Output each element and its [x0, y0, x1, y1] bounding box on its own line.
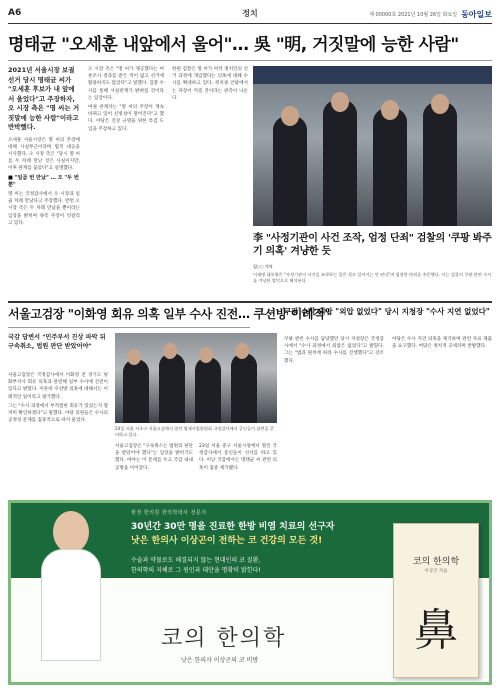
ad-kicker: 현정 한의원 한의학박사 전문의 [131, 510, 207, 516]
story4-headline: 쿠팡 수사 외압 "외압 없었다" 당시 지청장 "수사 지연 없었다" [284, 307, 490, 316]
photo-figure [123, 359, 149, 423]
ad-subtext-2: 한의학의 지혜로 그 원인과 대안을 명확히 밝힌다! [131, 567, 261, 574]
page-number: A6 [8, 8, 22, 18]
author-head [53, 511, 89, 553]
ad-book-byline: 낫은 한의사 이상곤의 코 비방 [181, 657, 259, 664]
story3-lead: 국감 답변서 "민주부서 진상 파악 뒤 구속취소, 법원 판단 받았어야" [8, 334, 106, 350]
story2-body [253, 272, 492, 298]
photo-figure-head [127, 349, 141, 365]
story1-headline: 명태균 "오세훈 내앞에서 울어"… 吳 "明, 거짓말에 능한 사람" [8, 35, 459, 55]
story3-column-2 [115, 443, 193, 495]
story3-photo-caption: 24일 서울 서초구 서울고검에서 열린 법제사법위원회 국정감사에서 증인들이 답변을 준비하고 있다. [115, 426, 274, 437]
story1-column-3 [172, 66, 248, 294]
story1-lead: 2021년 서울시장 보궐선거 당시 명태균 씨가 "오세훈 후보가 내 앞에서 울었다"고 주장하자, 오 시장 측은 "명 씨는 거짓말에 능한 사람"이라고 반박했다. [8, 66, 80, 131]
ad-book-title: 코의 한의학 [161, 626, 287, 651]
newspaper-brand: 동아일보 [461, 9, 492, 19]
photo-figure-head [281, 106, 299, 126]
photo-figure-head [163, 343, 177, 359]
book-cover [393, 523, 479, 678]
photo-figure [231, 353, 257, 423]
book-cover-title: 코의 한의학 [412, 557, 460, 567]
story1-paragraph: 한편 검찰은 명 씨가 여러 정치인의 선거 과정에 개입했다는 의혹에 대해 수사를 확대하고 있다. 정치권 안팎에서는 파장이 커질 것이라는 관측이 나온다. [172, 67, 248, 101]
author-photo [41, 511, 101, 661]
story3-paragraph: 그는 "수사 과정에서 부적절한 회유가 있었는지 철저히 확인하겠다"고 말했다. 야당 의원들은 수사의 공정성 문제를 집중적으로 따져 물었다. [8, 403, 108, 424]
story3-paragraph: 서울고검장은 국정감사에서 이화영 전 경기도 평화부지사 회유 의혹과 관련해 일부 수사에 진전이 있다고 밝혔다. 이른바 쿠션방 의혹에 대해서는 이례적인 일이라고 평가했다. [8, 373, 108, 400]
photo-figure [195, 357, 221, 423]
ad-subtext-1: 수술과 약물로도 해결되지 않는 현대인의 코 질환, [131, 557, 261, 564]
photo-figure-head [199, 347, 213, 363]
page-header [8, 6, 492, 24]
photo-figure [373, 108, 407, 226]
story4-column-2 [392, 336, 492, 494]
story2-paragraph: 이재명 대통령은 "사정기관이 사건을 조작하는 일은 결코 있어서는 안 된다"며 엄정한 단죄를 주문했다. 이는 검찰의 쿠팡 관련 수사를 겨냥한 발언으로 해석된다. [253, 272, 492, 283]
story1-paragraph: 오 시장 측은 "명 씨가 제공했다는 여론조사 결과를 받은 적이 없고 선거에 활용하지도 않았다"고 말했다. 검찰 수사를 통해 사실관계가 밝혀질 것이라는 입장이다. [88, 67, 164, 101]
book-advertisement[interactable] [8, 500, 492, 685]
section-divider [8, 301, 492, 303]
story2-headline [253, 232, 492, 273]
photo-banner [253, 66, 492, 84]
story1-photo-caption-block [199, 443, 277, 495]
book-cover-author: 이상곤 지음 [424, 569, 448, 574]
ad-tagline-2: 낫은 한의사 이상곤이 전하는 코 건강의 모든 것! [131, 536, 323, 546]
divider [8, 60, 492, 61]
story1-column-1 [8, 66, 80, 294]
story1-column-2 [88, 66, 164, 294]
issue-date: 제 00000호 2021년 10월 26일 화요일 [369, 12, 458, 18]
story4-column-1 [284, 336, 384, 494]
photo-figure-head [331, 92, 349, 112]
story1-paragraph: 명 씨는 국정감사에서 오 시장과 일곱 차례 만났다고 주장했다. 반면 오 시장 측은 두 차례 만났을 뿐이라는 입장을 밝히며 양측 주장이 엇갈리고 있다. [8, 191, 80, 226]
header-meta [369, 9, 492, 20]
story1-photo [253, 66, 492, 226]
story1-paragraph: 여권 관계자는 "명 씨의 주장이 계속 바뀌고 있어 신빙성이 떨어진다"고 했다. 야당은 진상 규명을 위한 특검 도입을 주장하고 있다. [88, 105, 164, 132]
story3-paragraph: 서울고검장은 "구속취소는 법원의 판단을 받았어야 했다"는 입장을 밝히기도 했다. 여야는 이 문제를 두고 국감 내내 공방을 이어갔다. [115, 444, 193, 471]
photo-figure-head [381, 100, 399, 120]
book-cover-character: 鼻 [414, 605, 458, 656]
story3-photo [115, 333, 277, 423]
story2-headline-text: 李 "사정기관이 사건 조작, 엄정 단죄" 검찰의 '쿠팡 봐주기 의혹' 겨냥한 듯 [253, 233, 492, 257]
photo-figure [423, 102, 457, 226]
story1-photo-caption-text: 23일 서울 중구 서울시청에서 열린 국정감사에서 증인들이 선서를 하고 있다. 이날 국감에서는 명태균 씨 관련 의혹이 집중 제기됐다. [199, 444, 277, 471]
story3-headline: 서울고검장 "이화영 회유 의혹 일부 수사 진전… 쿠션방 이례적" [8, 307, 331, 321]
story4-paragraph: 쿠팡 관련 수사를 담당했던 당시 지청장은 국정감사에서 "수사 과정에서 외압은 없었다"고 밝혔다. 그는 "법과 원칙에 따라 수사를 진행했다"고 강조했다. [284, 337, 384, 364]
story4-paragraph: 야당은 수사 지연 의혹을 제기하며 관련 자료 제출을 요구했다. 여당은 정치적 공세라며 반발했다. [392, 337, 492, 350]
story1-paragraph: 오세훈 서울시장은 명 씨의 주장에 대해 사실무근이라며 법적 대응을 시사했다. 오 시장 측은 "당시 명 씨를 두 차례 만난 것은 사실이지만, 이후 관계를 끊었다"고 설명했다. [8, 137, 80, 172]
photo-figure-head [235, 343, 249, 359]
story1-subhead: ■ "일곱 번 만났" … 오 "두 번뿐" [8, 174, 79, 188]
ad-tagline-1: 30년간 30만 명을 진료한 한방 비염 치료의 선구자 [131, 522, 335, 532]
section-name: 정치 [242, 9, 258, 18]
photo-figure [323, 100, 357, 226]
photo-figure-head [431, 94, 449, 114]
author-body [41, 549, 101, 661]
story2-byline: 김○○ 기자 [253, 264, 273, 269]
photo-figure [273, 116, 307, 226]
photo-figure [159, 353, 185, 423]
divider [8, 327, 250, 328]
story3-column-1 [8, 372, 108, 494]
